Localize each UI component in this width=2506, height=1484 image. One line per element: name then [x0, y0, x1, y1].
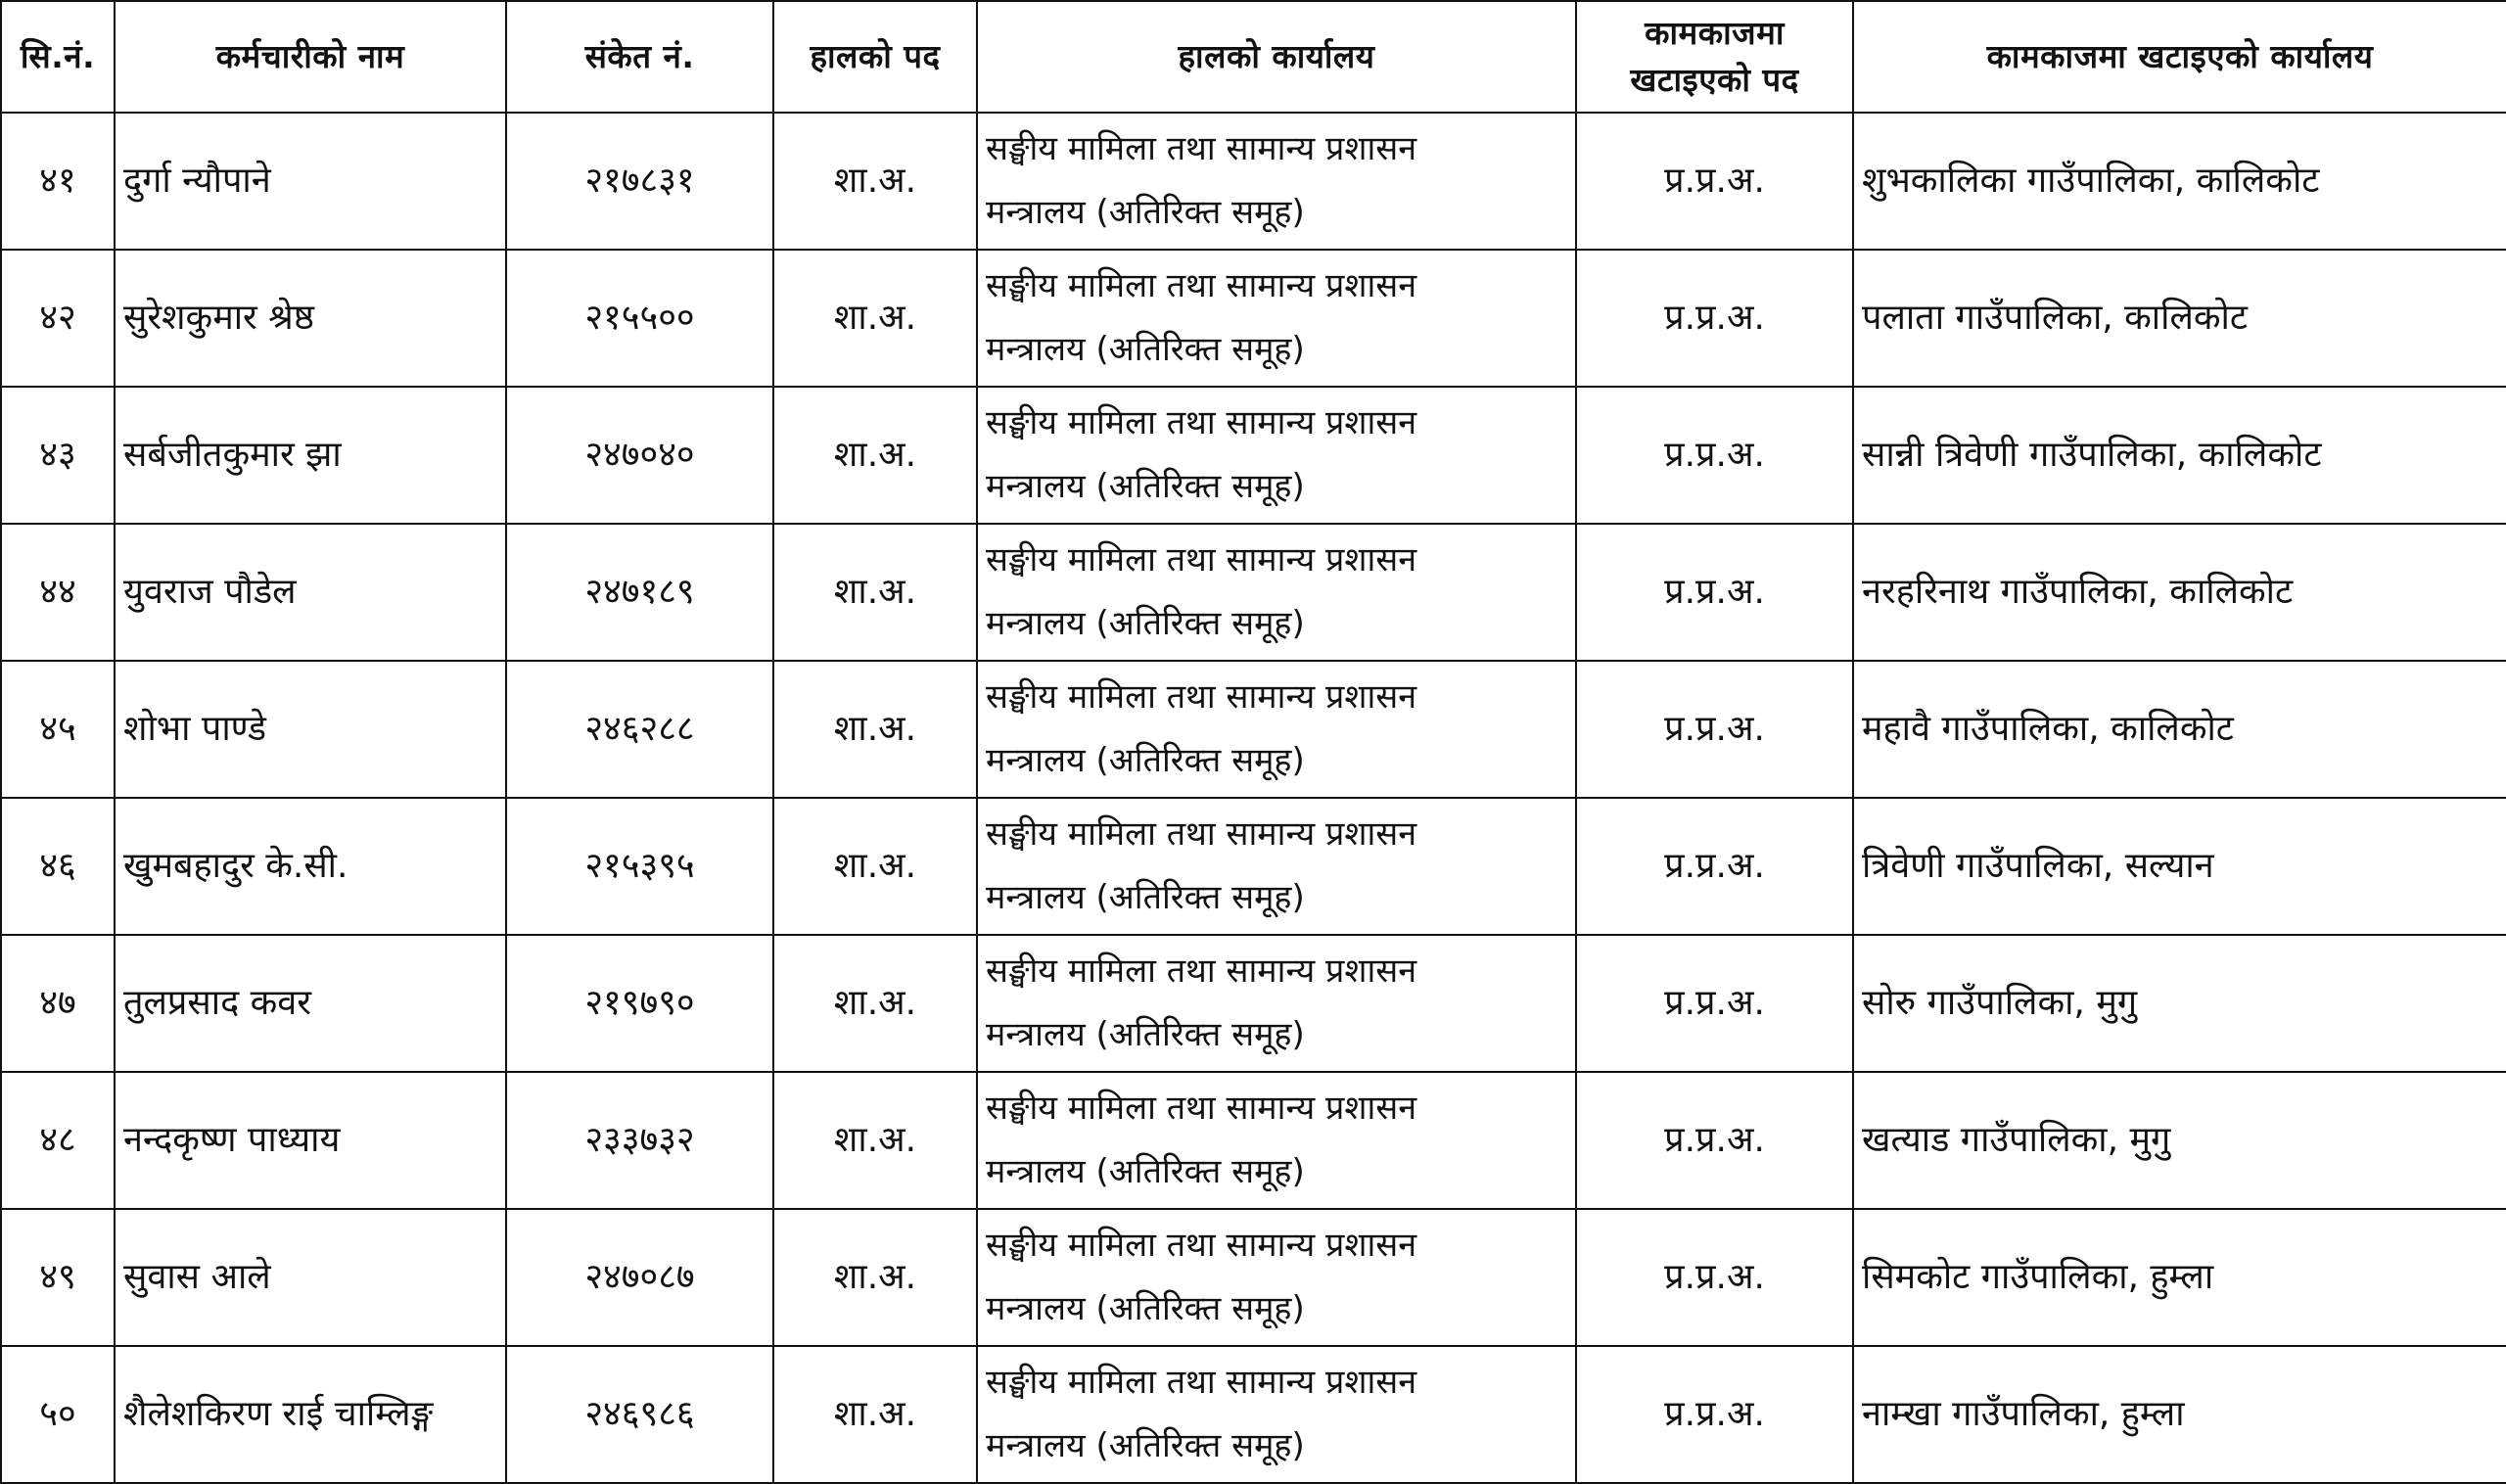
office-line2: मन्त्रालय (अतिरिक्त समूह) — [986, 330, 1305, 369]
cell-sn: ४१ — [1, 113, 115, 250]
cell-sn: ४२ — [1, 250, 115, 387]
cell-code: २४६२८८ — [506, 661, 773, 798]
cell-current-office — [977, 661, 1576, 798]
cell-current-post: शा.अ. — [773, 1346, 977, 1483]
cell-name: शैलेशकिरण राई चाम्लिङ्ग — [115, 1346, 506, 1483]
cell-name: दुर्गा न्यौपाने — [115, 113, 506, 250]
office-line1: सङ्घीय मामिला तथा सामान्य प्रशासन — [986, 814, 1417, 855]
header-code: संकेत नं. — [506, 1, 773, 113]
cell-sn: ४४ — [1, 524, 115, 661]
table-row — [1, 250, 2506, 387]
cell-current-office — [977, 1209, 1576, 1346]
header-deputed-post-line2: खटाइएको पद — [1630, 61, 1799, 99]
cell-sn: ४५ — [1, 661, 115, 798]
cell-current-post: शा.अ. — [773, 387, 977, 524]
cell-sn: ४९ — [1, 1209, 115, 1346]
cell-deputed-post: प्र.प्र.अ. — [1576, 661, 1853, 798]
cell-deputed-office: त्रिवेणी गाउँपालिका, सल्यान — [1853, 798, 2506, 935]
cell-current-office — [977, 1072, 1576, 1209]
cell-deputed-office: नाम्खा गाउँपालिका, हुम्ला — [1853, 1346, 2506, 1483]
cell-sn: ५० — [1, 1346, 115, 1483]
cell-deputed-office: खत्याड गाउँपालिका, मुगु — [1853, 1072, 2506, 1209]
cell-code: २४६९८६ — [506, 1346, 773, 1483]
cell-current-office — [977, 387, 1576, 524]
office-line1: सङ्घीय मामिला तथा सामान्य प्रशासन — [986, 677, 1417, 718]
office-line1: सङ्घीय मामिला तथा सामान्य प्रशासन — [986, 540, 1417, 580]
office-line1: सङ्घीय मामिला तथा सामान्य प्रशासन — [986, 129, 1417, 169]
cell-current-office — [977, 1346, 1576, 1483]
cell-deputed-post: प्र.प्र.अ. — [1576, 387, 1853, 524]
office-line2: मन्त्रालय (अतिरिक्त समूह) — [986, 193, 1305, 232]
table-row — [1, 1346, 2506, 1483]
cell-code: २१५३९५ — [506, 798, 773, 935]
header-name: कर्मचारीको नाम — [115, 1, 506, 113]
office-line2: मन्त्रालय (अतिरिक्त समूह) — [986, 467, 1305, 506]
cell-current-post: शा.अ. — [773, 524, 977, 661]
table-row — [1, 935, 2506, 1072]
cell-deputed-post: प्र.प्र.अ. — [1576, 1346, 1853, 1483]
cell-current-post: शा.अ. — [773, 661, 977, 798]
cell-name: तुलप्रसाद कवर — [115, 935, 506, 1072]
header-deputed-post-line1: कामकाजमा — [1645, 14, 1785, 53]
cell-deputed-post: प्र.प्र.अ. — [1576, 935, 1853, 1072]
cell-deputed-post: प्र.प्र.अ. — [1576, 1209, 1853, 1346]
cell-sn: ४८ — [1, 1072, 115, 1209]
cell-name: खुमबहादुर के.सी. — [115, 798, 506, 935]
office-line2: मन्त्रालय (अतिरिक्त समूह) — [986, 604, 1305, 643]
cell-code: २१९७९० — [506, 935, 773, 1072]
cell-current-post: शा.अ. — [773, 1072, 977, 1209]
cell-current-office — [977, 798, 1576, 935]
table-row — [1, 661, 2506, 798]
header-sn: सि.नं. — [1, 1, 115, 113]
table-body — [1, 113, 2506, 1483]
cell-code: २४७०८७ — [506, 1209, 773, 1346]
table-header — [1, 1, 2506, 113]
cell-deputed-office: सोरु गाउँपालिका, मुगु — [1853, 935, 2506, 1072]
cell-current-office — [977, 250, 1576, 387]
cell-deputed-office: महावै गाउँपालिका, कालिकोट — [1853, 661, 2506, 798]
office-line1: सङ्घीय मामिला तथा सामान्य प्रशासन — [986, 403, 1417, 443]
cell-code: २४७०४० — [506, 387, 773, 524]
cell-deputed-office: सान्नी त्रिवेणी गाउँपालिका, कालिकोट — [1853, 387, 2506, 524]
table-row — [1, 1072, 2506, 1209]
cell-current-post: शा.अ. — [773, 935, 977, 1072]
cell-code: २३३७३२ — [506, 1072, 773, 1209]
cell-deputed-post: प्र.प्र.अ. — [1576, 798, 1853, 935]
office-line2: मन्त्रालय (अतिरिक्त समूह) — [986, 1289, 1305, 1328]
cell-deputed-post: प्र.प्र.अ. — [1576, 250, 1853, 387]
cell-current-office — [977, 524, 1576, 661]
cell-current-post: शा.अ. — [773, 250, 977, 387]
cell-deputed-office: नरहरिनाथ गाउँपालिका, कालिकोट — [1853, 524, 2506, 661]
office-line1: सङ्घीय मामिला तथा सामान्य प्रशासन — [986, 951, 1417, 992]
table-row — [1, 798, 2506, 935]
office-line2: मन्त्रालय (अतिरिक्त समूह) — [986, 1426, 1305, 1465]
cell-deputed-office: सिमकोट गाउँपालिका, हुम्ला — [1853, 1209, 2506, 1346]
office-line1: सङ्घीय मामिला तथा सामान्य प्रशासन — [986, 1363, 1417, 1403]
cell-name: सर्बजीतकुमार झा — [115, 387, 506, 524]
office-line2: मन्त्रालय (अतिरिक्त समूह) — [986, 1015, 1305, 1054]
cell-current-office — [977, 113, 1576, 250]
office-line2: मन्त्रालय (अतिरिक्त समूह) — [986, 741, 1305, 780]
cell-code: २४७१८९ — [506, 524, 773, 661]
office-line1: सङ्घीय मामिला तथा सामान्य प्रशासन — [986, 1089, 1417, 1129]
header-deputed-post — [1576, 1, 1853, 113]
table-row — [1, 524, 2506, 661]
office-line2: मन्त्रालय (अतिरिक्त समूह) — [986, 878, 1305, 917]
office-line1: सङ्घीय मामिला तथा सामान्य प्रशासन — [986, 266, 1417, 306]
cell-deputed-office: शुभकालिका गाउँपालिका, कालिकोट — [1853, 113, 2506, 250]
cell-name: शोभा पाण्डे — [115, 661, 506, 798]
table-row — [1, 113, 2506, 250]
cell-deputed-post: प्र.प्र.अ. — [1576, 1072, 1853, 1209]
header-row — [1, 1, 2506, 113]
office-line1: सङ्घीय मामिला तथा सामान्य प्रशासन — [986, 1226, 1417, 1266]
cell-code: २१७८३१ — [506, 113, 773, 250]
cell-sn: ४३ — [1, 387, 115, 524]
cell-name: सुवास आले — [115, 1209, 506, 1346]
cell-name: नन्दकृष्ण पाध्याय — [115, 1072, 506, 1209]
header-current-post: हालको पद — [773, 1, 977, 113]
office-line2: मन्त्रालय (अतिरिक्त समूह) — [986, 1152, 1305, 1191]
cell-deputed-post: प्र.प्र.अ. — [1576, 113, 1853, 250]
cell-current-post: शा.अ. — [773, 1209, 977, 1346]
cell-sn: ४७ — [1, 935, 115, 1072]
cell-current-office — [977, 935, 1576, 1072]
cell-deputed-post: प्र.प्र.अ. — [1576, 524, 1853, 661]
cell-code: २१५५०० — [506, 250, 773, 387]
cell-current-post: शा.अ. — [773, 798, 977, 935]
cell-name: युवराज पौडेल — [115, 524, 506, 661]
header-deputed-office: कामकाजमा खटाइएको कार्यालय — [1853, 1, 2506, 113]
cell-current-post: शा.अ. — [773, 113, 977, 250]
cell-name: सुरेशकुमार श्रेष्ठ — [115, 250, 506, 387]
table-row — [1, 387, 2506, 524]
header-current-office: हालको कार्यालय — [977, 1, 1576, 113]
table-row — [1, 1209, 2506, 1346]
cell-sn: ४६ — [1, 798, 115, 935]
cell-deputed-office: पलाता गाउँपालिका, कालिकोट — [1853, 250, 2506, 387]
